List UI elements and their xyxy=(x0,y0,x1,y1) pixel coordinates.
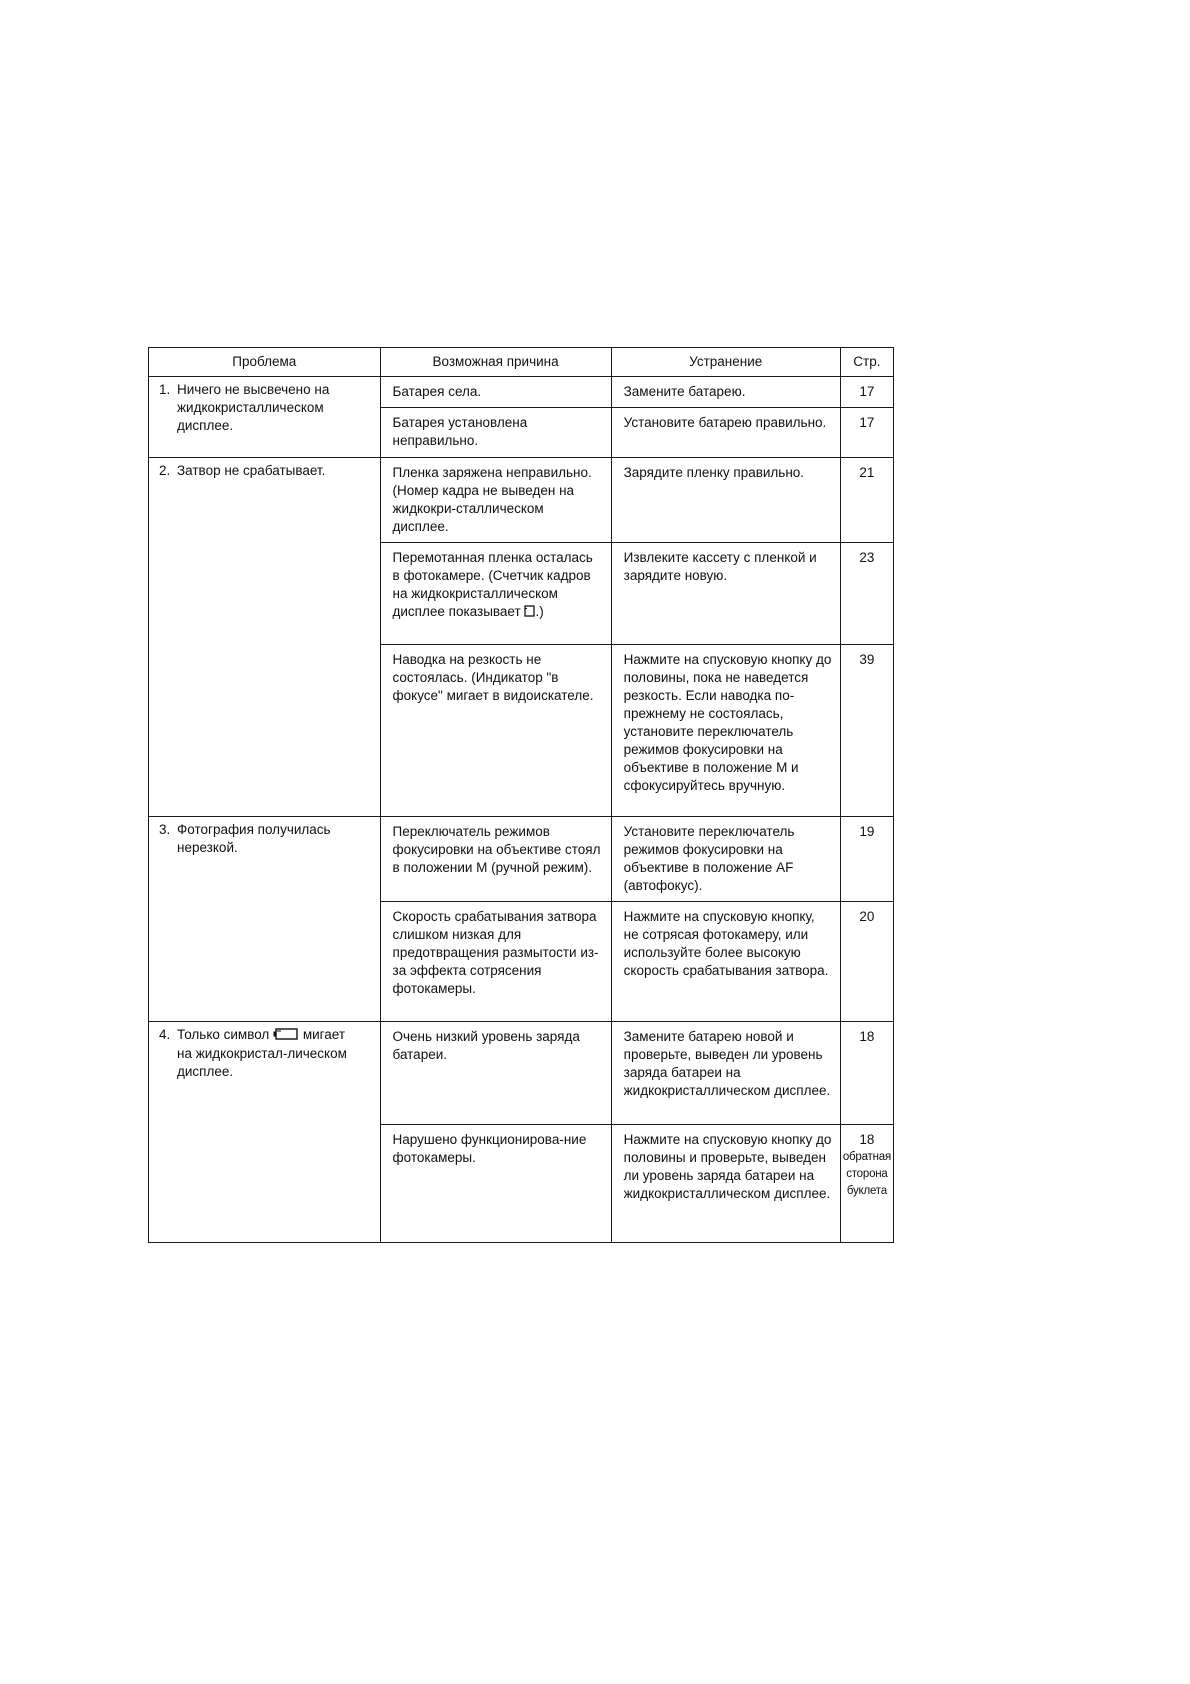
problem-number: 3. xyxy=(159,822,171,837)
cause-cell xyxy=(380,543,611,645)
page-cell: 19 xyxy=(840,817,893,902)
page-cell: 17 xyxy=(840,377,893,408)
problem-cell xyxy=(149,458,381,817)
table-row xyxy=(149,1022,894,1125)
fix-cell: Замените батарею новой и проверьте, выведен ли уровень заряда батареи на жидкокристаллическом дисплее. xyxy=(611,1022,840,1125)
cause-cell: Батарея села. xyxy=(380,377,611,408)
film-frame-icon xyxy=(524,604,535,622)
fix-cell: Установите переключатель режимов фокусировки на объективе в положение AF (автофокус). xyxy=(611,817,840,902)
page-cell: 23 xyxy=(840,543,893,645)
cause-cell: Очень низкий уровень заряда батареи. xyxy=(380,1022,611,1125)
problem-cell xyxy=(149,377,381,458)
problem-text-end: мигает на жидкокристал-лическом дисплее. xyxy=(177,1027,347,1079)
header-row xyxy=(149,348,894,377)
page-number: 18 xyxy=(859,1132,875,1147)
fix-cell: Нажмите на спусковую кнопку до половины, пока не наведется резкость. Если наводка по-прежнему не состоялась, установите переключатель режимов фокусировки на объективе в положение М и сфокусируйтесь вручную. xyxy=(611,645,840,817)
header-problem: Проблема xyxy=(149,348,381,377)
fix-cell: Извлеките кассету с пленкой и зарядите новую. xyxy=(611,543,840,645)
problem-text-start: Только символ xyxy=(177,1027,270,1042)
fix-cell: Зарядите пленку правильно. xyxy=(611,458,840,543)
cause-cell: Скорость срабатывания затвора слишком низкая для предотвращения размытости из-за эффекта сотрясения фотокамеры. xyxy=(380,902,611,1022)
battery-low-icon xyxy=(273,1027,299,1045)
problem-cell xyxy=(149,817,381,1022)
cause-cell: Нарушено функционирова-ние фотокамеры. xyxy=(380,1125,611,1243)
problem-text: Ничего не высвечено на жидкокристаллическом дисплее. xyxy=(177,382,330,433)
fix-cell: Нажмите на спусковую кнопку до половины и проверьте, выведен ли уровень заряда батареи на жидкокристаллическом дисплее. xyxy=(611,1125,840,1243)
problem-text: Фотография получилась нерезкой. xyxy=(177,822,331,855)
page-cell: 20 xyxy=(840,902,893,1022)
troubleshooting-table xyxy=(148,347,894,1243)
problem-text xyxy=(177,1026,357,1081)
problem-number: 2. xyxy=(159,463,171,478)
problem-cell xyxy=(149,1022,381,1243)
cause-cell: Батарея установлена неправильно. xyxy=(380,408,611,458)
page-cell: 17 xyxy=(840,408,893,458)
header-cause: Возможная причина xyxy=(380,348,611,377)
table-row xyxy=(149,458,894,543)
problem-number: 1. xyxy=(159,382,171,397)
problem-text: Затвор не срабатывает. xyxy=(177,463,326,478)
page-note: обратная сторона буклета xyxy=(842,1151,891,1197)
problem-number: 4. xyxy=(159,1027,171,1042)
header-page: Стр. xyxy=(840,348,893,377)
cause-text-end: .) xyxy=(535,604,544,619)
fix-cell: Установите батарею правильно. xyxy=(611,408,840,458)
fix-cell: Замените батарею. xyxy=(611,377,840,408)
table-row xyxy=(149,377,894,408)
cause-cell: Переключатель режимов фокусировки на объективе стоял в положении М (ручной режим). xyxy=(380,817,611,902)
header-fix: Устранение xyxy=(611,348,840,377)
cause-text: Перемотанная пленка осталась в фотокамере. (Счетчик кадров на жидкокристаллическом дисплее показывает xyxy=(392,550,593,619)
page-cell: 21 xyxy=(840,458,893,543)
page-cell: 18 xyxy=(840,1022,893,1125)
page-cell xyxy=(840,1125,893,1243)
table-row xyxy=(149,817,894,902)
page-cell: 39 xyxy=(840,645,893,817)
cause-cell: Наводка на резкость не состоялась. (Индикатор "в фокусе" мигает в видоискателе. xyxy=(380,645,611,817)
cause-cell: Пленка заряжена неправильно. (Номер кадра не выведен на жидкокри-сталлическом дисплее. xyxy=(380,458,611,543)
fix-cell: Нажмите на спусковую кнопку, не сотрясая фотокамеру, или используйте более высокую скорость срабатывания затвора. xyxy=(611,902,840,1022)
